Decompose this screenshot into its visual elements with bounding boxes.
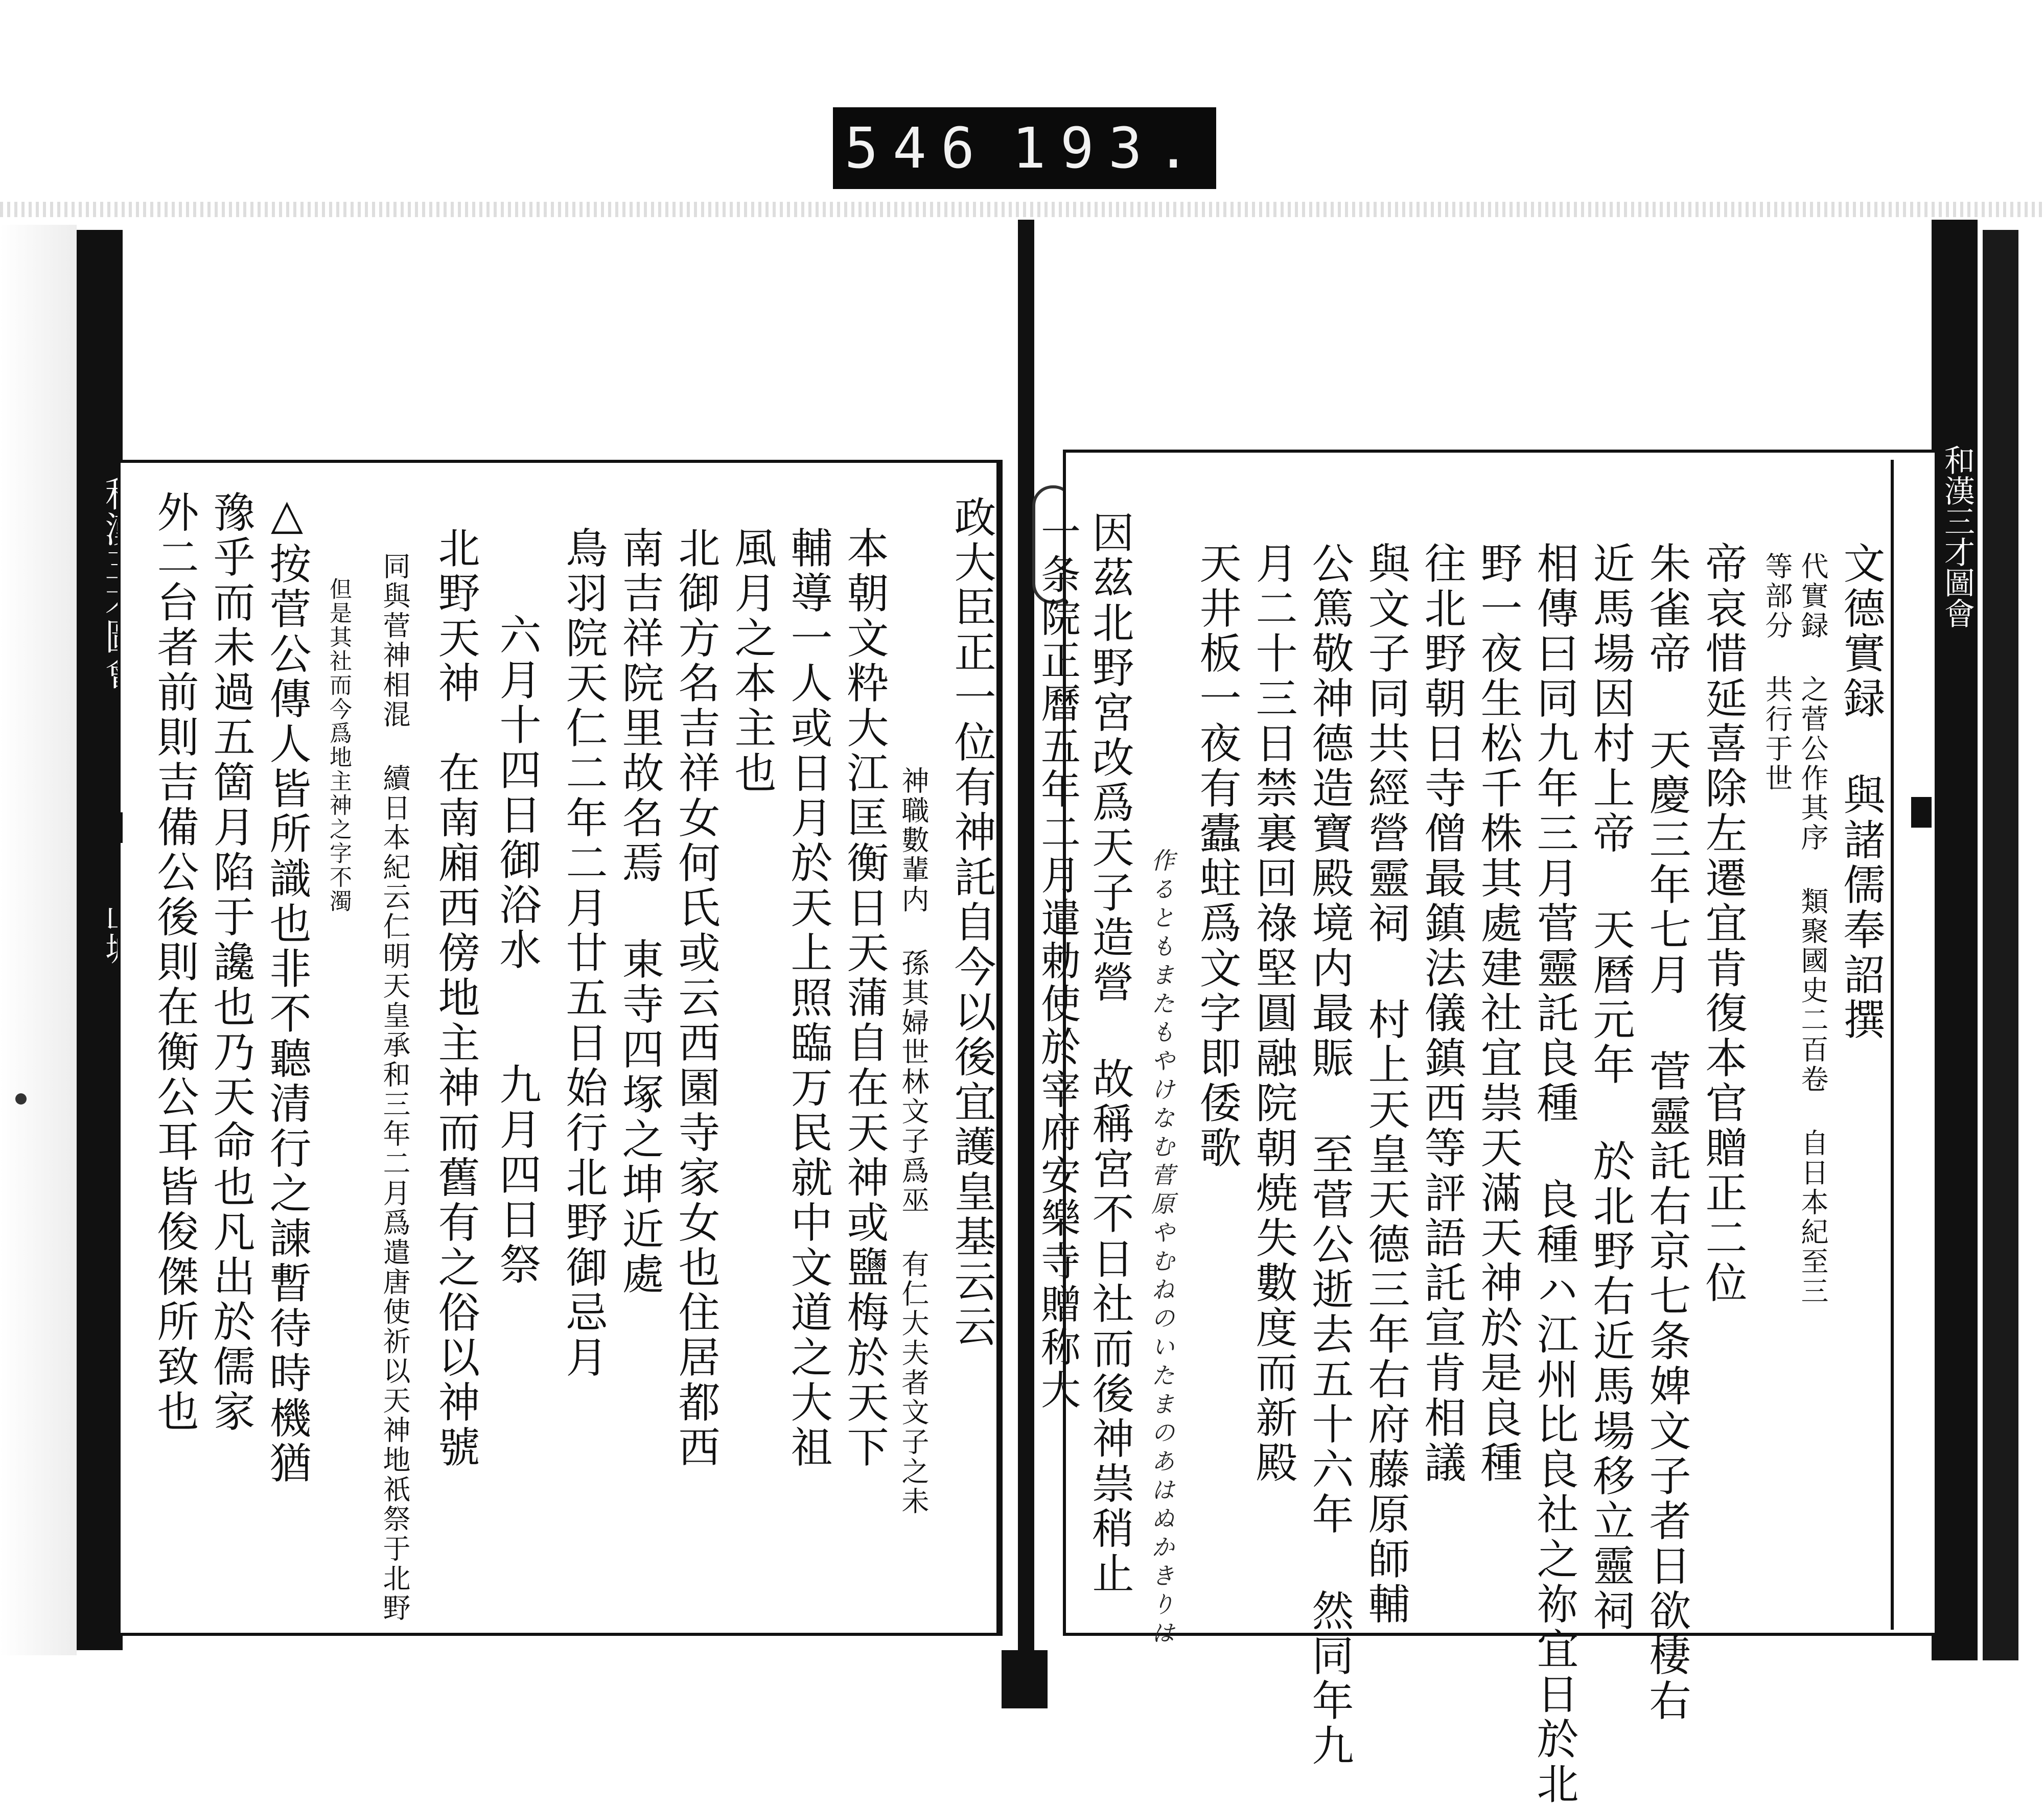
right-book-edge-outer [1983,230,2018,1660]
left-col-14: 豫乎而未過五箇月陷于讒也乃天命也凡出於儒家 [206,490,255,1435]
right-running-head: 和漢三才圖會 [1939,444,1975,628]
left-col-5: 風月之本主也 [728,526,776,796]
left-col-11: 同與菅神相混 續日本紀云仁明天皇承和三年二月爲遣唐使祈以天神地祇祭于北野 [379,552,411,1623]
left-col-13: △按菅公傳人皆所識也非不聽清行之諫暫待時機猶 [263,490,311,1486]
right-col-5: 朱雀帝 天慶三年七月 菅靈託右京七条婢文子者日欲棲右 [1642,542,1691,1724]
left-col-2: 神職數輩内 孫其婦世林文子爲巫 有仁大夫者文子之未 [897,766,930,1516]
catalog-number-plate [833,107,1216,189]
right-col-2: 代實録 之菅公作其序 類聚國史二百卷 自日本紀至三 [1797,552,1829,1306]
left-col-3: 本朝文粋大江匡衡日天蒲自在天神或鹽梅於天下 [840,526,889,1470]
left-col-10: 北野天神 在南廂西傍地主神而舊有之俗以神號 [431,526,480,1470]
book-spine [1018,220,1034,1708]
right-col-9: 往北野朝日寺僧最鎮法儀鎮西等評語託宣肯相議 [1418,542,1466,1486]
left-fishtail-mark [102,812,123,843]
right-col-6: 近馬場因村上帝 天曆元年 於北野右近馬場移立靈祠 [1586,542,1635,1634]
right-col-8: 野一夜生松千株其處建社宜祟天滿天神於是良種 [1474,542,1522,1486]
right-col-waka-poem: 作るともまたもやけなむ菅原やむねのいたまのあはぬかきりは [1148,848,1175,1649]
right-col-16: 一条院正曆五年二月遣勅使於宰府安樂寺贈称大 [1034,511,1080,1412]
right-col-10: 與文子同共經營靈祠 村上天皇天德三年右府藤原師輔 [1361,542,1410,1627]
left-col-1: 政大臣正一位有神託自今以後宜護皇基云云 [947,496,996,1350]
left-page-edge-strip [0,225,77,1655]
right-col-3: 等部分 共行于世 [1761,552,1793,793]
left-col-4: 輔導一人或日月於天上照臨万民就中文道之大祖 [784,526,832,1470]
left-page-outer-rule [996,460,1000,1635]
top-edge-noise [0,202,2044,217]
right-fishtail-mark [1911,797,1932,828]
right-col-4: 帝哀惜延喜除左遷宜肯復本官贈正二位 [1699,542,1747,1306]
right-col-7: 相傳曰同九年三月菅靈託良種 良種ハ江州比良社之祢宜日於北 [1530,542,1578,1807]
right-col-13: 天井板一夜有蠹蛀爲文字即倭歌 [1193,542,1241,1171]
left-col-7: 南吉祥院里故名焉 東寺四塚之坤近處 [615,526,664,1297]
plate-right-number: 193. [1012,115,1205,181]
left-col-12: 但是其社而今爲地主神之字不濁 [326,577,352,913]
right-col-15: 因茲北野宮改爲天子造營 故稱宮不日社而後神祟稍止 [1085,511,1134,1597]
left-col-9: 六月十四日御浴水 九月四日祭 [493,613,541,1287]
left-col-15: 外二台者前則吉備公後則在衡公耳皆俊傑所致也 [150,490,199,1435]
left-col-8: 鳥羽院天仁二年二月廿五日始行北野御忌月 [559,526,608,1380]
right-col-12: 月二十三日禁裏回祿堅圓融院朝焼失數度而新殿 [1249,542,1297,1486]
plate-left-number: 546 [844,115,989,181]
left-col-6: 北御方名吉祥女何氏或云西園寺家女也住居都西 [671,526,720,1470]
right-col-1: 文德實録 與諸儒奉詔撰 [1837,542,1885,1043]
ink-spot [15,1093,27,1105]
right-col-11: 公篤敬神德造寶殿境内最賑 至菅公逝去五十六年 然同年九 [1305,542,1354,1769]
right-page-inner-rule [1891,460,1894,1630]
right-book-edge [1932,220,1978,1660]
spine-bottom-block [1002,1650,1048,1708]
